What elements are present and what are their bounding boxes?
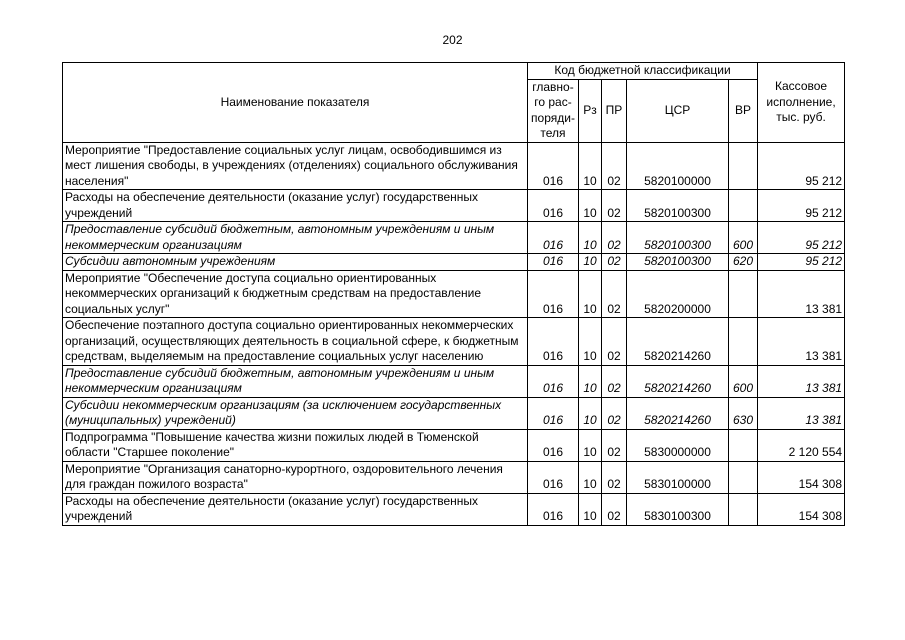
row-amount: 154 308 — [758, 461, 845, 493]
row-pr: 02 — [602, 365, 627, 397]
row-amount: 2 120 554 — [758, 429, 845, 461]
row-name: Подпрограмма "Повышение качества жизни пожилых людей в Тюменской области "Старшее поколение" — [63, 429, 528, 461]
row-rz: 10 — [579, 493, 602, 525]
row-rz: 10 — [579, 365, 602, 397]
row-vr: 620 — [729, 254, 758, 271]
row-name: Мероприятие "Обеспечение доступа социально ориентированных некоммерческих организаций к бюджетным средствам на предоставление социальных услуг" — [63, 270, 528, 318]
table-body — [63, 142, 845, 525]
row-name: Расходы на обеспечение деятельности (оказание услуг) государственных учреждений — [63, 190, 528, 222]
row-name: Обеспечение поэтапного доступа социально ориентированных некоммерческих организаций, осуществляющих деятельность в социальной сфере, к бюджетным средствам, выделяемым на предоставление социальных услуг населению — [63, 318, 528, 366]
row-pr: 02 — [602, 254, 627, 271]
page-number: 202 — [442, 33, 463, 47]
header-code-group: Код бюджетной классификации — [528, 63, 758, 80]
header-pr: ПР — [602, 79, 627, 142]
row-pr: 02 — [602, 318, 627, 366]
row-name: Мероприятие "Предоставление социальных услуг лицам, освободившимся из мест лишения свободы, в учреждениях (отделениях) социального обслуживания населения" — [63, 142, 528, 190]
header-csr: ЦСР — [627, 79, 729, 142]
row-name: Мероприятие "Организация санаторно-курортного, оздоровительного лечения для граждан пожилого возраста" — [63, 461, 528, 493]
row-grbs: 016 — [528, 318, 579, 366]
row-pr: 02 — [602, 397, 627, 429]
row-csr: 5830100000 — [627, 461, 729, 493]
row-grbs: 016 — [528, 493, 579, 525]
row-vr — [729, 493, 758, 525]
row-vr — [729, 429, 758, 461]
row-amount: 95 212 — [758, 222, 845, 254]
row-vr — [729, 270, 758, 318]
row-amount: 154 308 — [758, 493, 845, 525]
row-amount: 95 212 — [758, 254, 845, 271]
row-vr — [729, 461, 758, 493]
row-vr: 600 — [729, 222, 758, 254]
table-row — [63, 222, 845, 254]
row-csr: 5820200000 — [627, 270, 729, 318]
row-name: Субсидии некоммерческим организациям (за исключением государственных (муниципальных) учреждений) — [63, 397, 528, 429]
row-rz: 10 — [579, 461, 602, 493]
row-rz: 10 — [579, 142, 602, 190]
row-grbs: 016 — [528, 397, 579, 429]
row-rz: 10 — [579, 190, 602, 222]
row-grbs: 016 — [528, 429, 579, 461]
row-name: Предоставление субсидий бюджетным, автономным учреждениям и иным некоммерческим организациям — [63, 365, 528, 397]
row-grbs: 016 — [528, 461, 579, 493]
row-amount: 13 381 — [758, 270, 845, 318]
header-manager: главно- го рас- поряди- теля — [528, 79, 579, 142]
table-row — [63, 318, 845, 366]
row-csr: 5820214260 — [627, 397, 729, 429]
row-rz: 10 — [579, 270, 602, 318]
row-grbs: 016 — [528, 142, 579, 190]
row-grbs: 016 — [528, 270, 579, 318]
header-indicator-name: Наименование показателя — [63, 63, 528, 143]
table-row — [63, 190, 845, 222]
row-rz: 10 — [579, 222, 602, 254]
row-vr: 600 — [729, 365, 758, 397]
row-grbs: 016 — [528, 222, 579, 254]
table-row — [63, 254, 845, 271]
row-csr: 5820100000 — [627, 142, 729, 190]
header-execution: Кассовое исполнение, тыс. руб. — [758, 63, 845, 143]
row-pr: 02 — [602, 429, 627, 461]
row-csr: 5830000000 — [627, 429, 729, 461]
row-grbs: 016 — [528, 365, 579, 397]
row-vr: 630 — [729, 397, 758, 429]
row-amount: 13 381 — [758, 397, 845, 429]
row-name: Субсидии автономным учреждениям — [63, 254, 528, 271]
row-rz: 10 — [579, 318, 602, 366]
header-rz: Рз — [579, 79, 602, 142]
table-row — [63, 461, 845, 493]
row-vr — [729, 318, 758, 366]
row-amount: 95 212 — [758, 190, 845, 222]
row-csr: 5820214260 — [627, 318, 729, 366]
row-amount: 13 381 — [758, 318, 845, 366]
table-row — [63, 493, 845, 525]
row-rz: 10 — [579, 429, 602, 461]
row-rz: 10 — [579, 397, 602, 429]
row-grbs: 016 — [528, 190, 579, 222]
table-row — [63, 429, 845, 461]
row-name: Расходы на обеспечение деятельности (оказание услуг) государственных учреждений — [63, 493, 528, 525]
row-name: Предоставление субсидий бюджетным, автономным учреждениям и иным некоммерческим организациям — [63, 222, 528, 254]
table-row — [63, 397, 845, 429]
row-csr: 5820100300 — [627, 190, 729, 222]
row-pr: 02 — [602, 142, 627, 190]
row-pr: 02 — [602, 270, 627, 318]
table-row — [63, 365, 845, 397]
row-grbs: 016 — [528, 254, 579, 271]
row-csr: 5820100300 — [627, 222, 729, 254]
row-pr: 02 — [602, 461, 627, 493]
row-pr: 02 — [602, 493, 627, 525]
row-csr: 5820100300 — [627, 254, 729, 271]
header-vr: ВР — [729, 79, 758, 142]
budget-table — [62, 62, 845, 526]
row-pr: 02 — [602, 222, 627, 254]
row-vr — [729, 190, 758, 222]
row-vr — [729, 142, 758, 190]
row-csr: 5820214260 — [627, 365, 729, 397]
row-pr: 02 — [602, 190, 627, 222]
row-amount: 95 212 — [758, 142, 845, 190]
row-amount: 13 381 — [758, 365, 845, 397]
row-csr: 5830100300 — [627, 493, 729, 525]
table-row — [63, 270, 845, 318]
row-rz: 10 — [579, 254, 602, 271]
table-row — [63, 142, 845, 190]
